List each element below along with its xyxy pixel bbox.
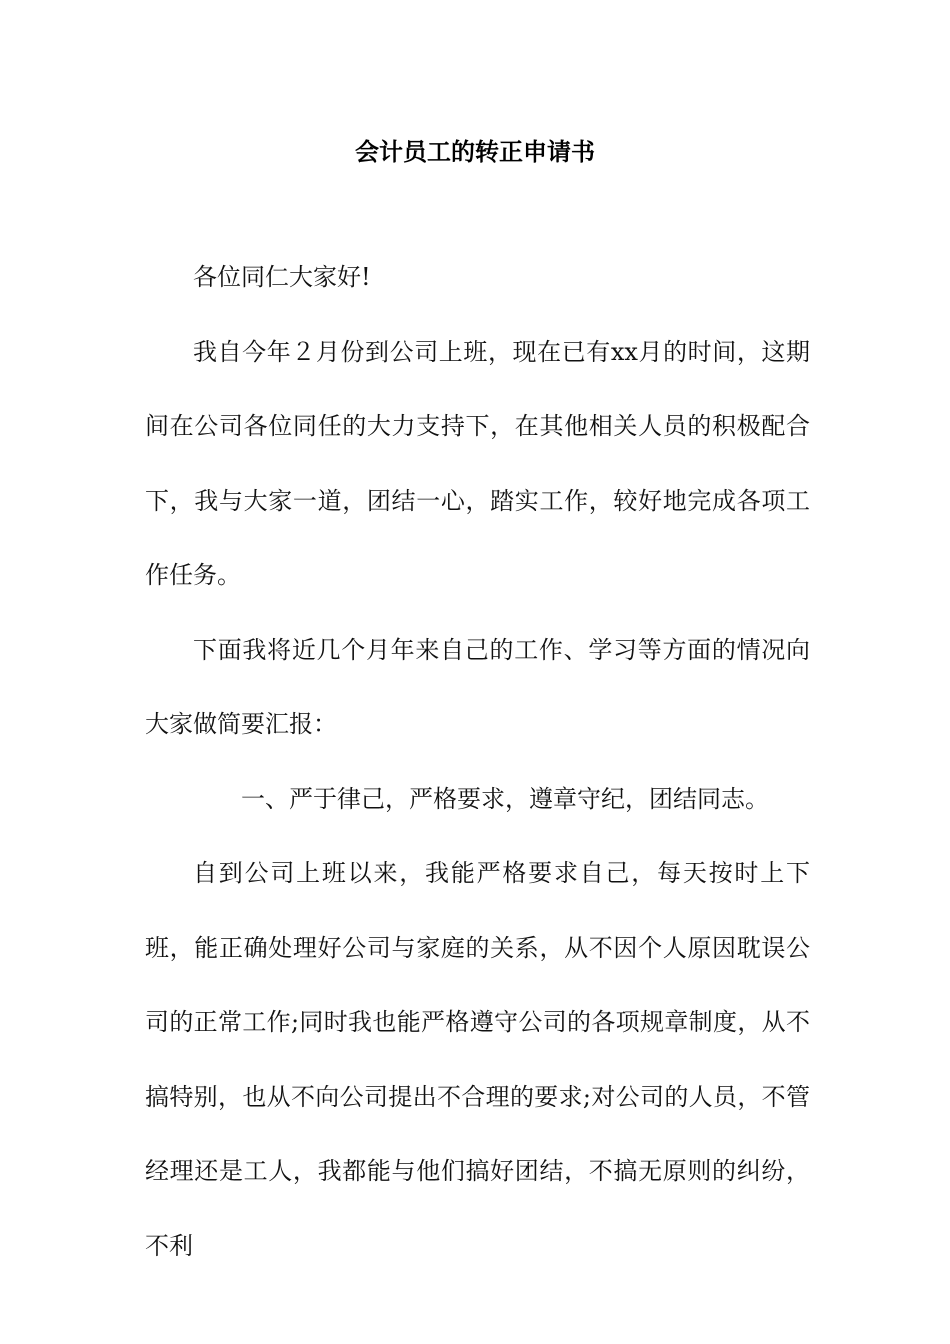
paragraph-summary: 下面我将近几个月年来自己的工作、学习等方面的情况向大家做简要汇报： [145,635,810,738]
section-heading-1: 一、严于律己，严格要求，遵章守纪，团结同志。 [241,784,769,813]
paragraph-intro: 我自今年２月份到公司上班，现在已有xx月的时间，这期间在公司各位同任的大力支持下，在其他相关人员的积极配合下，我与大家一道，团结一心，踏实工作，较好地完成各项工作任务。 [145,337,810,589]
document-body [145,240,810,1283]
greeting-line: 各位同仁大家好! [193,263,371,291]
paragraph-discipline: 自到公司上班以来，我能严格要求自己，每天按时上下班，能正确处理好公司与家庭的关系，从不因个人原因耽误公司的正常工作;同时我也能严格遵守公司的各项规章制度，从不搞特别，也从不向公司提出不合理的要求;对公司的人员，不管经理还是工人，我都能与他们搞好团结，不搞无原则的纠纷，不利 [145,859,810,1260]
document-title: 会计员工的转正申请书 [355,138,595,166]
